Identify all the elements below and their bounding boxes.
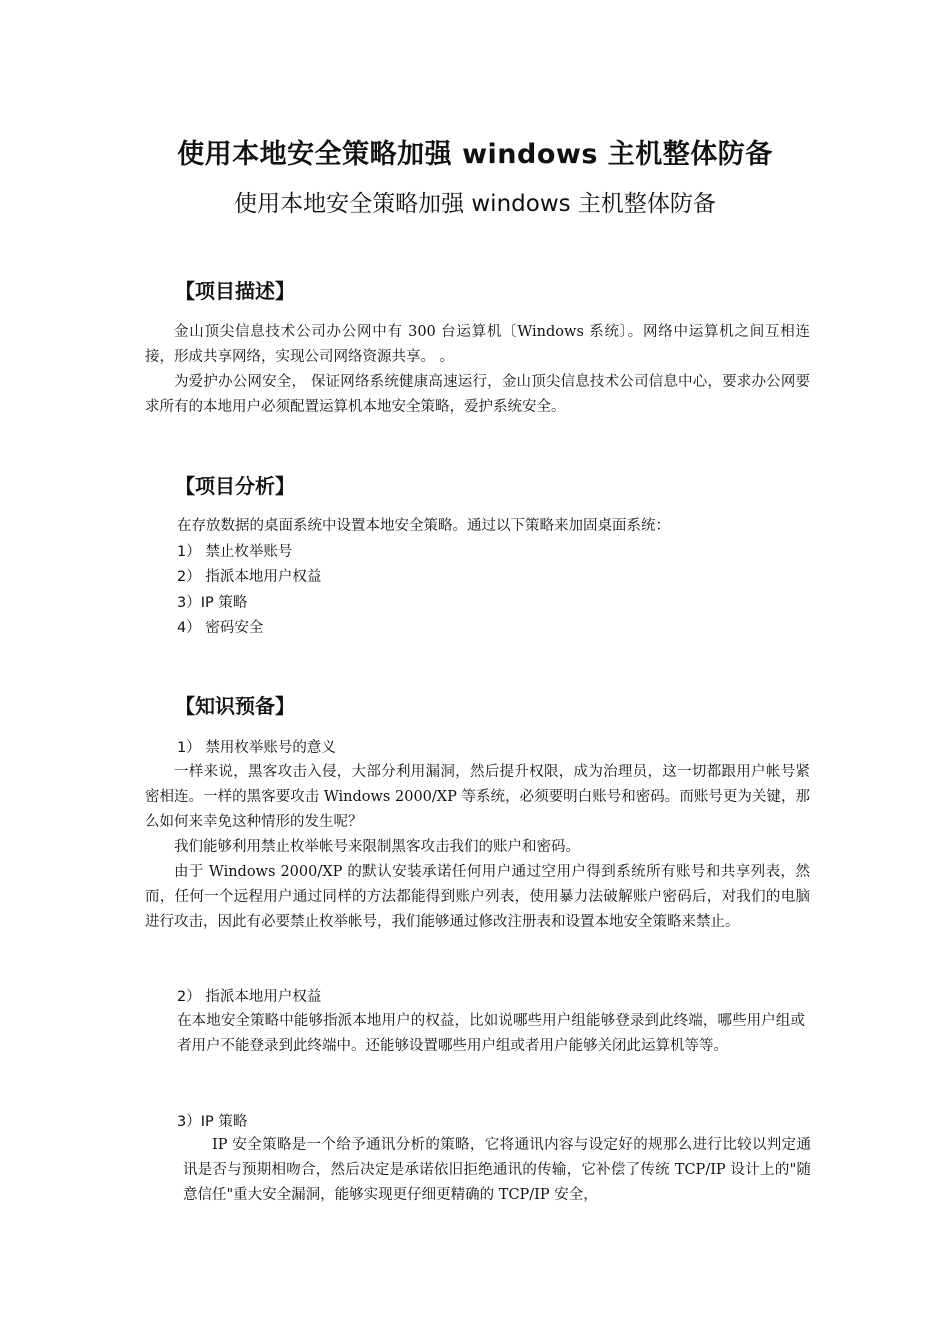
knowledge-section2-body — [177, 1009, 805, 1059]
project-description-paragraph: 为爱护办公网安全， 保证网络系统健康高速运行，金山顶尖信息技术公司信息中心，要求办公网要求所有的本地用户必须配置运算机本地安全策略，爱护系统安全。 — [145, 374, 810, 415]
analysis-item: 2） 指派本地用户权益 — [177, 569, 322, 585]
knowledge-paragraph: 由于 Windows 2000/XP 的默认安装承诺任何用户通过空用户得到系统所有账号和共享列表，然而，任何一个远程用户通过同样的方法都能得到账户列表，使用暴力法破解账户密码后，对我们的电脑进行攻击，因此有必要禁止枚举帐号，我们能够通过修改注册表和设置本地安全策略来禁止。 — [145, 864, 810, 930]
knowledge-section2-text: 在本地安全策略中能够指派本地用户的权益，比如说哪些用户组能够登录到此终端，哪些用户组或者用户不能登录到此终端中。还能够设置哪些用户组或者用户能够关闭此运算机等等。 — [177, 1013, 805, 1054]
knowledge-section3-label: 3）IP 策略 — [177, 1114, 248, 1130]
knowledge-section1-body — [145, 760, 810, 935]
heading-project-analysis: 【项目分析】 — [175, 474, 295, 498]
knowledge-section2-label: 2） 指派本地用户权益 — [177, 989, 322, 1005]
project-description-paragraph: 金山顶尖信息技术公司办公网中有 300 台运算机〔Windows 系统〕。网络中运算机之间互相连接，形成共享网络，实现公司网络资源共享。 。 — [145, 324, 810, 365]
knowledge-section1-label: 1） 禁用枚举账号的意义 — [177, 740, 336, 756]
knowledge-section3-text: IP 安全策略是一个给予通讯分析的策略，它将通讯内容与设定好的规那么进行比较以判定通讯是否与预期相吻合，然后决定是承诺依旧拒绝通讯的传输，它补偿了传统 TCP/IP 设计上的"随意信任"重大安全漏洞，能够实现更仔细更精确的 TCP/IP 安全， — [183, 1137, 811, 1203]
analysis-intro: 在存放数据的桌面系统中设置本地安全策略。通过以下策略来加固桌面系统： — [177, 518, 670, 534]
project-description-body — [145, 320, 810, 420]
heading-knowledge: 【知识预备】 — [175, 694, 295, 718]
analysis-item: 4） 密码安全 — [177, 620, 264, 636]
knowledge-paragraph: 我们能够利用禁止枚举帐号来限制黑客攻击我们的账户和密码。 — [174, 839, 580, 855]
heading-project-description: 【项目描述】 — [175, 279, 295, 303]
analysis-item: 3）IP 策略 — [177, 594, 248, 611]
analysis-item: 1） 禁止枚举账号 — [177, 543, 293, 560]
knowledge-section3-body — [183, 1133, 811, 1208]
knowledge-paragraph: 一样来说，黑客攻击入侵，大部分利用漏洞，然后提升权限，成为治理员，这一切都跟用户帐号紧密相连。一样的黑客要攻击 Windows 2000/XP 等系统，必须要明白账号和密码。而账号更为关键，那么如何来幸免这种情形的发生呢？ — [145, 764, 810, 830]
document-title: 使用本地安全策略加强 windows 主机整体防备 — [177, 139, 773, 170]
document-subtitle: 使用本地安全策略加强 windows 主机整体防备 — [234, 191, 716, 217]
project-analysis-list — [177, 514, 670, 642]
